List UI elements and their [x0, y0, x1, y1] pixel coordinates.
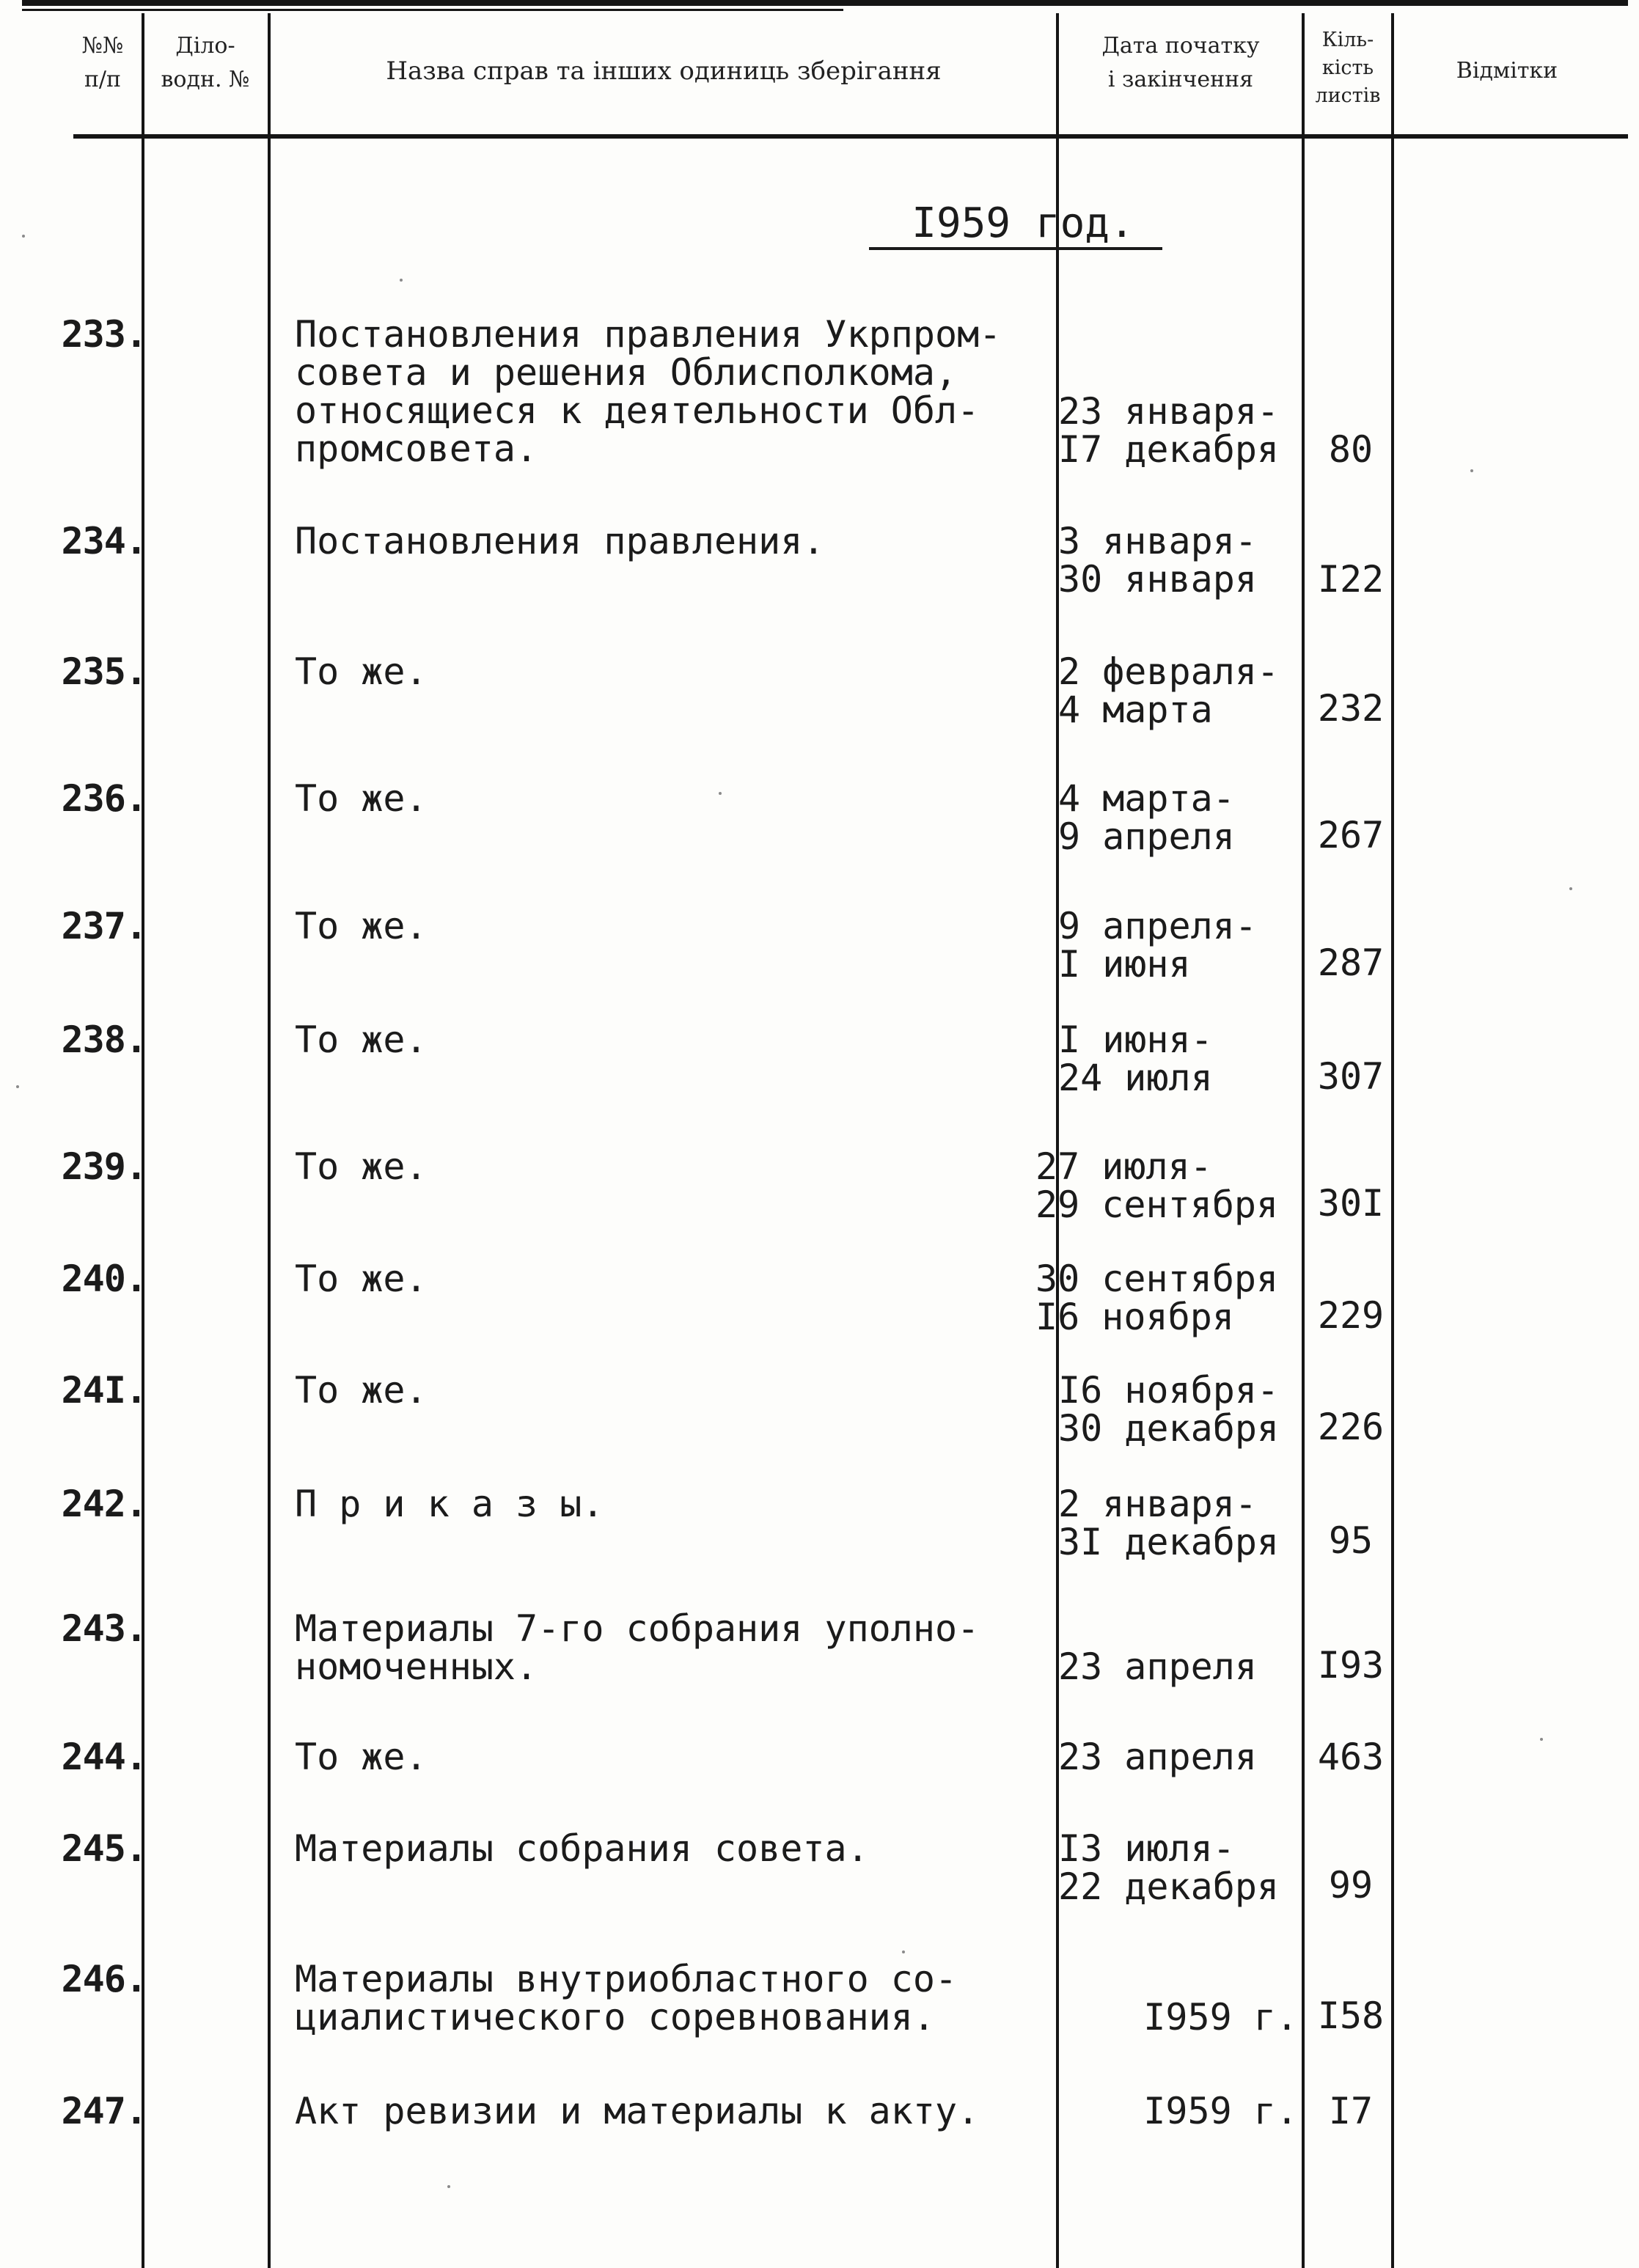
row-number: 239. — [61, 1145, 147, 1188]
row-number: 24I. — [61, 1369, 147, 1412]
header-office-number — [147, 29, 264, 97]
scan-speck — [447, 2185, 450, 2188]
scan-speck — [1470, 469, 1473, 472]
row-sheets: 226 — [1317, 1406, 1385, 1448]
row-number: 238. — [61, 1019, 147, 1061]
row-number: 237. — [61, 905, 147, 947]
row-sheets: 30I — [1317, 1182, 1385, 1225]
header-notes-text: Відмітки — [1456, 58, 1558, 84]
row-number: 235. — [61, 650, 147, 693]
header-bottom-rule — [73, 134, 1628, 139]
row-title: То же. — [295, 1258, 428, 1300]
row-title: То же. — [295, 905, 428, 947]
row-title: Постановления правления. — [295, 520, 825, 562]
row-dates: 2 января- 3I декабря — [1058, 1483, 1280, 1563]
year-heading: I959 год. — [912, 199, 1134, 247]
row-title: Акт ревизии и материалы к акту. — [295, 2090, 980, 2132]
row-dates: I959 г. — [1143, 2090, 1298, 2132]
row-sheets: 307 — [1317, 1055, 1385, 1098]
row-title: П р и к а з ы. — [295, 1483, 604, 1525]
header-title-text: Назва справ та інших одиниць зберігання — [386, 56, 942, 86]
scan-speck — [902, 1950, 905, 1953]
scan-speck — [400, 279, 403, 282]
header-office-line2: водн. № — [161, 67, 250, 92]
row-number: 244. — [61, 1736, 147, 1778]
row-dates: 23 января- I7 декабря — [1058, 390, 1280, 471]
row-title: То же. — [295, 1736, 428, 1778]
row-dates: 9 апреля- I июня — [1058, 905, 1257, 986]
header-title — [275, 54, 1052, 88]
row-dates: 27 июля- 29 сентября — [1035, 1145, 1279, 1226]
header-notes — [1397, 54, 1617, 88]
header-office-line1: Діло- — [175, 33, 235, 59]
row-sheets: I58 — [1317, 1994, 1385, 2037]
row-title: Материалы собрания совета. — [295, 1827, 869, 1870]
col-divider-4 — [1302, 13, 1305, 2268]
row-title: То же. — [295, 1369, 428, 1412]
row-dates: I3 июля- 22 декабря — [1058, 1827, 1280, 1908]
header-dates-line2: і закінчення — [1107, 67, 1254, 92]
row-dates: 23 апреля — [1058, 1645, 1257, 1688]
row-number: 233. — [61, 313, 147, 356]
header-dates-line1: Дата початку — [1101, 33, 1260, 59]
row-dates: I июня- 24 июля — [1058, 1019, 1213, 1099]
row-sheets: 232 — [1317, 687, 1385, 730]
row-sheets: I7 — [1328, 2090, 1374, 2132]
row-number: 242. — [61, 1483, 147, 1525]
top-border — [22, 0, 1628, 6]
row-sheets: 463 — [1317, 1736, 1385, 1778]
col-divider-2 — [268, 13, 271, 2268]
scan-speck — [22, 235, 25, 238]
row-sheets: I22 — [1317, 558, 1385, 601]
row-number: 234. — [61, 520, 147, 562]
row-dates: 4 марта- 9 апреля — [1058, 777, 1235, 858]
col-divider-5 — [1391, 13, 1394, 2268]
row-sheets: 229 — [1317, 1294, 1385, 1337]
row-sheets: 80 — [1328, 428, 1374, 471]
header-number — [66, 29, 139, 97]
row-title: То же. — [295, 777, 428, 820]
row-number: 243. — [61, 1607, 147, 1650]
row-dates: 3 января- 30 января — [1058, 520, 1257, 601]
top-border-secondary — [22, 9, 843, 11]
year-heading-underline — [869, 247, 1162, 250]
row-sheets: 267 — [1317, 814, 1385, 856]
row-sheets: 287 — [1317, 942, 1385, 984]
row-dates: 23 апреля — [1058, 1736, 1257, 1778]
row-dates: I959 г. — [1143, 1996, 1298, 2038]
row-number: 240. — [61, 1258, 147, 1300]
header-sheets — [1305, 26, 1390, 110]
header-sheets-line1: Кіль- — [1321, 29, 1374, 51]
row-number: 247. — [61, 2090, 147, 2132]
row-number: 245. — [61, 1827, 147, 1870]
row-dates: I6 ноября- 30 декабря — [1058, 1369, 1280, 1450]
header-dates — [1063, 29, 1298, 97]
row-title: Материалы внутриобластного со- циалистического соревнования. — [295, 1958, 958, 2038]
row-title: То же. — [295, 650, 428, 693]
row-title: То же. — [295, 1145, 428, 1188]
scan-speck — [16, 1085, 19, 1088]
header-sheets-line3: листів — [1315, 84, 1381, 107]
header-number-line1: №№ — [81, 33, 124, 59]
row-number: 246. — [61, 1958, 147, 2000]
row-title: То же. — [295, 1019, 428, 1061]
row-title: Постановления правления Укрпром- совета и решения Облисполкома, относящиеся к деятельности Обл- промсовета. — [295, 313, 1002, 470]
row-sheets: 99 — [1328, 1864, 1374, 1906]
header-number-line2: п/п — [84, 67, 122, 92]
row-dates: 30 сентября I6 ноября — [1035, 1258, 1279, 1338]
scan-speck — [1569, 887, 1572, 890]
scan-speck — [1540, 1738, 1543, 1741]
row-title: Материалы 7-го собрания уполно- номоченных. — [295, 1607, 980, 1688]
row-sheets: I93 — [1317, 1644, 1385, 1687]
header-sheets-line2: кість — [1321, 56, 1374, 79]
row-sheets: 95 — [1328, 1519, 1374, 1562]
scan-speck — [719, 792, 722, 795]
row-dates: 2 февраля- 4 марта — [1058, 650, 1280, 731]
row-number: 236. — [61, 777, 147, 820]
